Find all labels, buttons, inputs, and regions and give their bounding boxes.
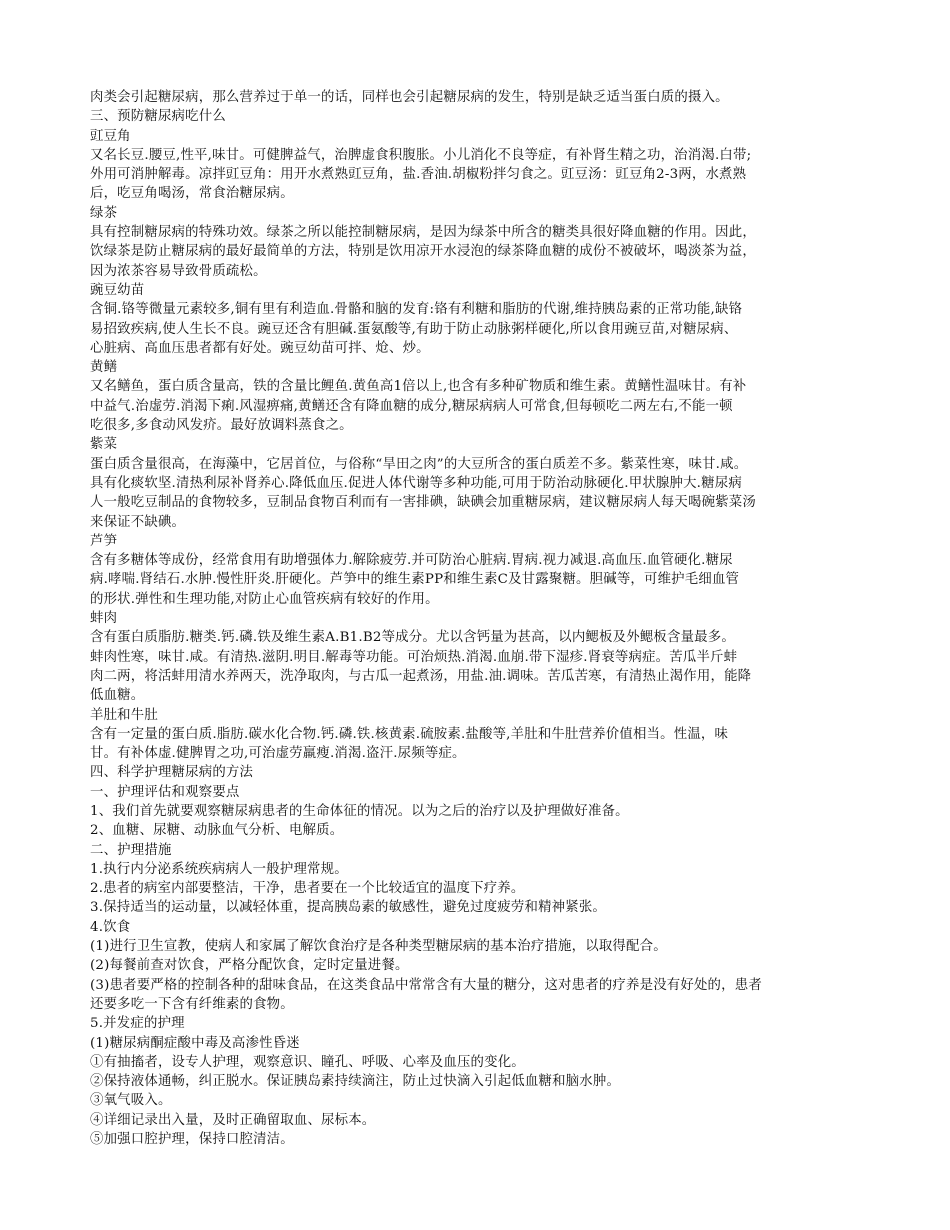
text-line: 四、科学护理糖尿病的方法 [90, 765, 254, 781]
text-line: ③氧气吸入。 [90, 1093, 172, 1109]
text-line: 芦笋 [90, 533, 118, 549]
text-line: 外用可消肿解毒。凉拌豇豆角：用开水煮熟豇豆角，盐.香油.胡椒粉拌匀食之。豇豆汤：豇豆角2-3两，水煮熟 [90, 167, 747, 183]
text-line: 蚌肉 [90, 611, 118, 627]
text-line: 羊肚和牛肚 [90, 707, 158, 723]
text-line: 具有化痰软坚.清热利尿补肾养心.降低血压.促进人体代谢等多种功能,可用于防治动脉硬化.甲状腺肿大.糖尿病 [90, 475, 742, 491]
text-line: 还要多吃一下含有纤维素的食物。 [90, 996, 294, 1012]
text-line: 3.保持适当的运动量，以减轻体重，提高胰岛素的敏感性，避免过度疲劳和精神紧张。 [90, 900, 607, 916]
text-line: (1)糖尿病酮症酸中毒及高渗性昏迷 [90, 1035, 300, 1051]
text-line: 1.执行内分泌系统疾病病人一般护理常规。 [90, 861, 348, 877]
text-line: 又名长豆.腰豆,性平,味甘。可健脾益气，治脾虚食积腹胀。小儿消化不良等症，有补肾生精之功，治消渴.白带; [90, 147, 752, 163]
text-line: ①有抽搐者，设专人护理，观察意识、瞳孔、呼吸、心率及血压的变化。 [90, 1054, 525, 1070]
text-line: 含有一定量的蛋白质.脂肪.碳水化合物.钙.磷.铁.核黄素.硫胺素.盐酸等,羊肚和牛肚营养价值相当。性温，味 [90, 726, 729, 742]
text-line: (1)进行卫生宣教，使病人和家属了解饮食治疗是各种类型糖尿病的基本治疗措施，以取得配合。 [90, 939, 667, 955]
text-line: 甘。有补体虚.健脾胃之功,可治虚劳羸瘦.消渴.盗汗.尿频等症。 [90, 746, 466, 762]
text-line: 含铜.铬等微量元素较多,铜有里有利造血.骨骼和脑的发育:铬有利糖和脂肪的代谢,维持胰岛素的正常功能,缺铬 [90, 302, 743, 318]
text-line: 1、我们首先就要观察糖尿病患者的生命体征的情况。以为之后的治疗以及护理做好准备。 [90, 803, 629, 819]
text-line: 5.并发症的护理 [90, 1016, 185, 1032]
text-line: 肉二两，将活蚌用清水养两天，洗净取肉，与古瓜一起煮汤，用盐.油.调味。苦瓜苦寒，有清热止渴作用，能降 [90, 668, 752, 684]
text-line: 的形状.弹性和生理功能,对防止心血管疾病有较好的作用。 [90, 591, 439, 607]
document-body [90, 88, 870, 1149]
text-line: (3)患者要严格的控制各种的甜味食品，在这类食品中常常含有大量的糖分，这对患者的疗养是没有好处的，患者 [90, 977, 762, 993]
text-line: 人一般吃豆制品的食物较多，豆制品食物百利而有一害排碘，缺碘会加重糖尿病，建议糖尿病人每天喝碗紫菜汤 [90, 495, 756, 511]
text-line: 蚌肉性寒，味甘.咸。有清热.滋阴.明目.解毒等功能。可治烦热.消渴.血崩.带下湿疹.肾衰等病症。苦瓜半斤蚌 [90, 649, 738, 665]
text-line: 又名鳝鱼，蛋白质含量高，铁的含量比鲤鱼.黄鱼高1倍以上,也含有多种矿物质和维生素。黄鳝性温味甘。有补 [90, 379, 747, 395]
text-line: 4.饮食 [90, 919, 131, 935]
text-line: 豌豆幼苗 [90, 282, 145, 298]
text-line: 具有控制糖尿病的特殊功效。绿茶之所以能控制糖尿病，是因为绿茶中所含的糖类具很好降血糖的作用。因此， [90, 225, 756, 241]
text-line: 低血糖。 [90, 688, 145, 704]
text-line: 三、预防糖尿病吃什么 [90, 109, 226, 125]
text-line: 豇豆角 [90, 128, 131, 144]
text-line: ④详细记录出入量，及时正确留取血、尿标本。 [90, 1112, 376, 1128]
text-line: 饮绿茶是防止糖尿病的最好最简单的方法，特别是饮用凉开水浸泡的绿茶降血糖的成份不被破坏，喝淡茶为益， [90, 244, 756, 260]
text-line: 含有多糖体等成份，经常食用有助增强体力.解除疲劳.并可防治心脏病.胃病.视力减退.高血压.血管硬化.糖尿 [90, 553, 733, 569]
text-line: (2)每餐前查对饮食，严格分配饮食，定时定量进餐。 [90, 958, 409, 974]
text-line: ②保持液体通畅，纠正脱水。保证胰岛素持续滴注，防止过快滴入引起低血糖和脑水肿。 [90, 1074, 621, 1090]
text-line: 2.患者的病室内部要整洁，干净，患者要在一个比较适宜的温度下疗养。 [90, 881, 525, 897]
text-line: 2、血糖、尿糖、动脉血气分析、电解质。 [90, 823, 344, 839]
text-line: 心脏病、高血压患者都有好处。豌豆幼苗可拌、炝、炒。 [90, 340, 430, 356]
text-line: 因为浓茶容易导致骨质疏松。 [90, 263, 267, 279]
text-line: 绿茶 [90, 205, 118, 221]
text-line: 来保证不缺碘。 [90, 514, 186, 530]
text-line: 后，吃豆角喝汤，常食治糖尿病。 [90, 186, 294, 202]
text-line: 黄鳝 [90, 360, 118, 376]
text-line: 含有蛋白质脂肪.糖类.钙.磷.铁及维生素A.B1.B2等成分。尤以含钙量为甚高，以内鳃板及外鳃板含量最多。 [90, 630, 735, 646]
text-line: 紫菜 [90, 437, 118, 453]
text-line: 病.哮喘.肾结石.水肿.慢性肝炎.肝硬化。芦笋中的维生素PP和维生素C及甘露聚糖。胆碱等，可维护毛细血管 [90, 572, 740, 588]
text-line: ⑤加强口腔护理，保持口腔清洁。 [90, 1132, 294, 1148]
text-line: 二、护理措施 [90, 842, 172, 858]
text-line: 易招致疾病,使人生长不良。豌豆还含有胆碱.蛋氨酸等,有助于防止动脉粥样硬化,所以食用豌豆苗,对糖尿病、 [90, 321, 738, 337]
text-line: 一、护理评估和观察要点 [90, 784, 240, 800]
text-line: 吃很多,多食动风发疥。最好放调料蒸食之。 [90, 418, 353, 434]
text-line: 蛋白质含量很高，在海藻中，它居首位，与俗称“旱田之肉”的大豆所含的蛋白质差不多。紫菜性寒，味甘.咸。 [90, 456, 748, 472]
text-line: 肉类会引起糖尿病，那么营养过于单一的话，同样也会引起糖尿病的发生，特别是缺乏适当蛋白质的摄入。 [90, 90, 729, 105]
text-line: 中益气.治虚劳.消渴下痢.风湿痹痛,黄鳝还含有降血糖的成分,糖尿病病人可常食,但每顿吃二两左右,不能一顿 [90, 398, 733, 414]
